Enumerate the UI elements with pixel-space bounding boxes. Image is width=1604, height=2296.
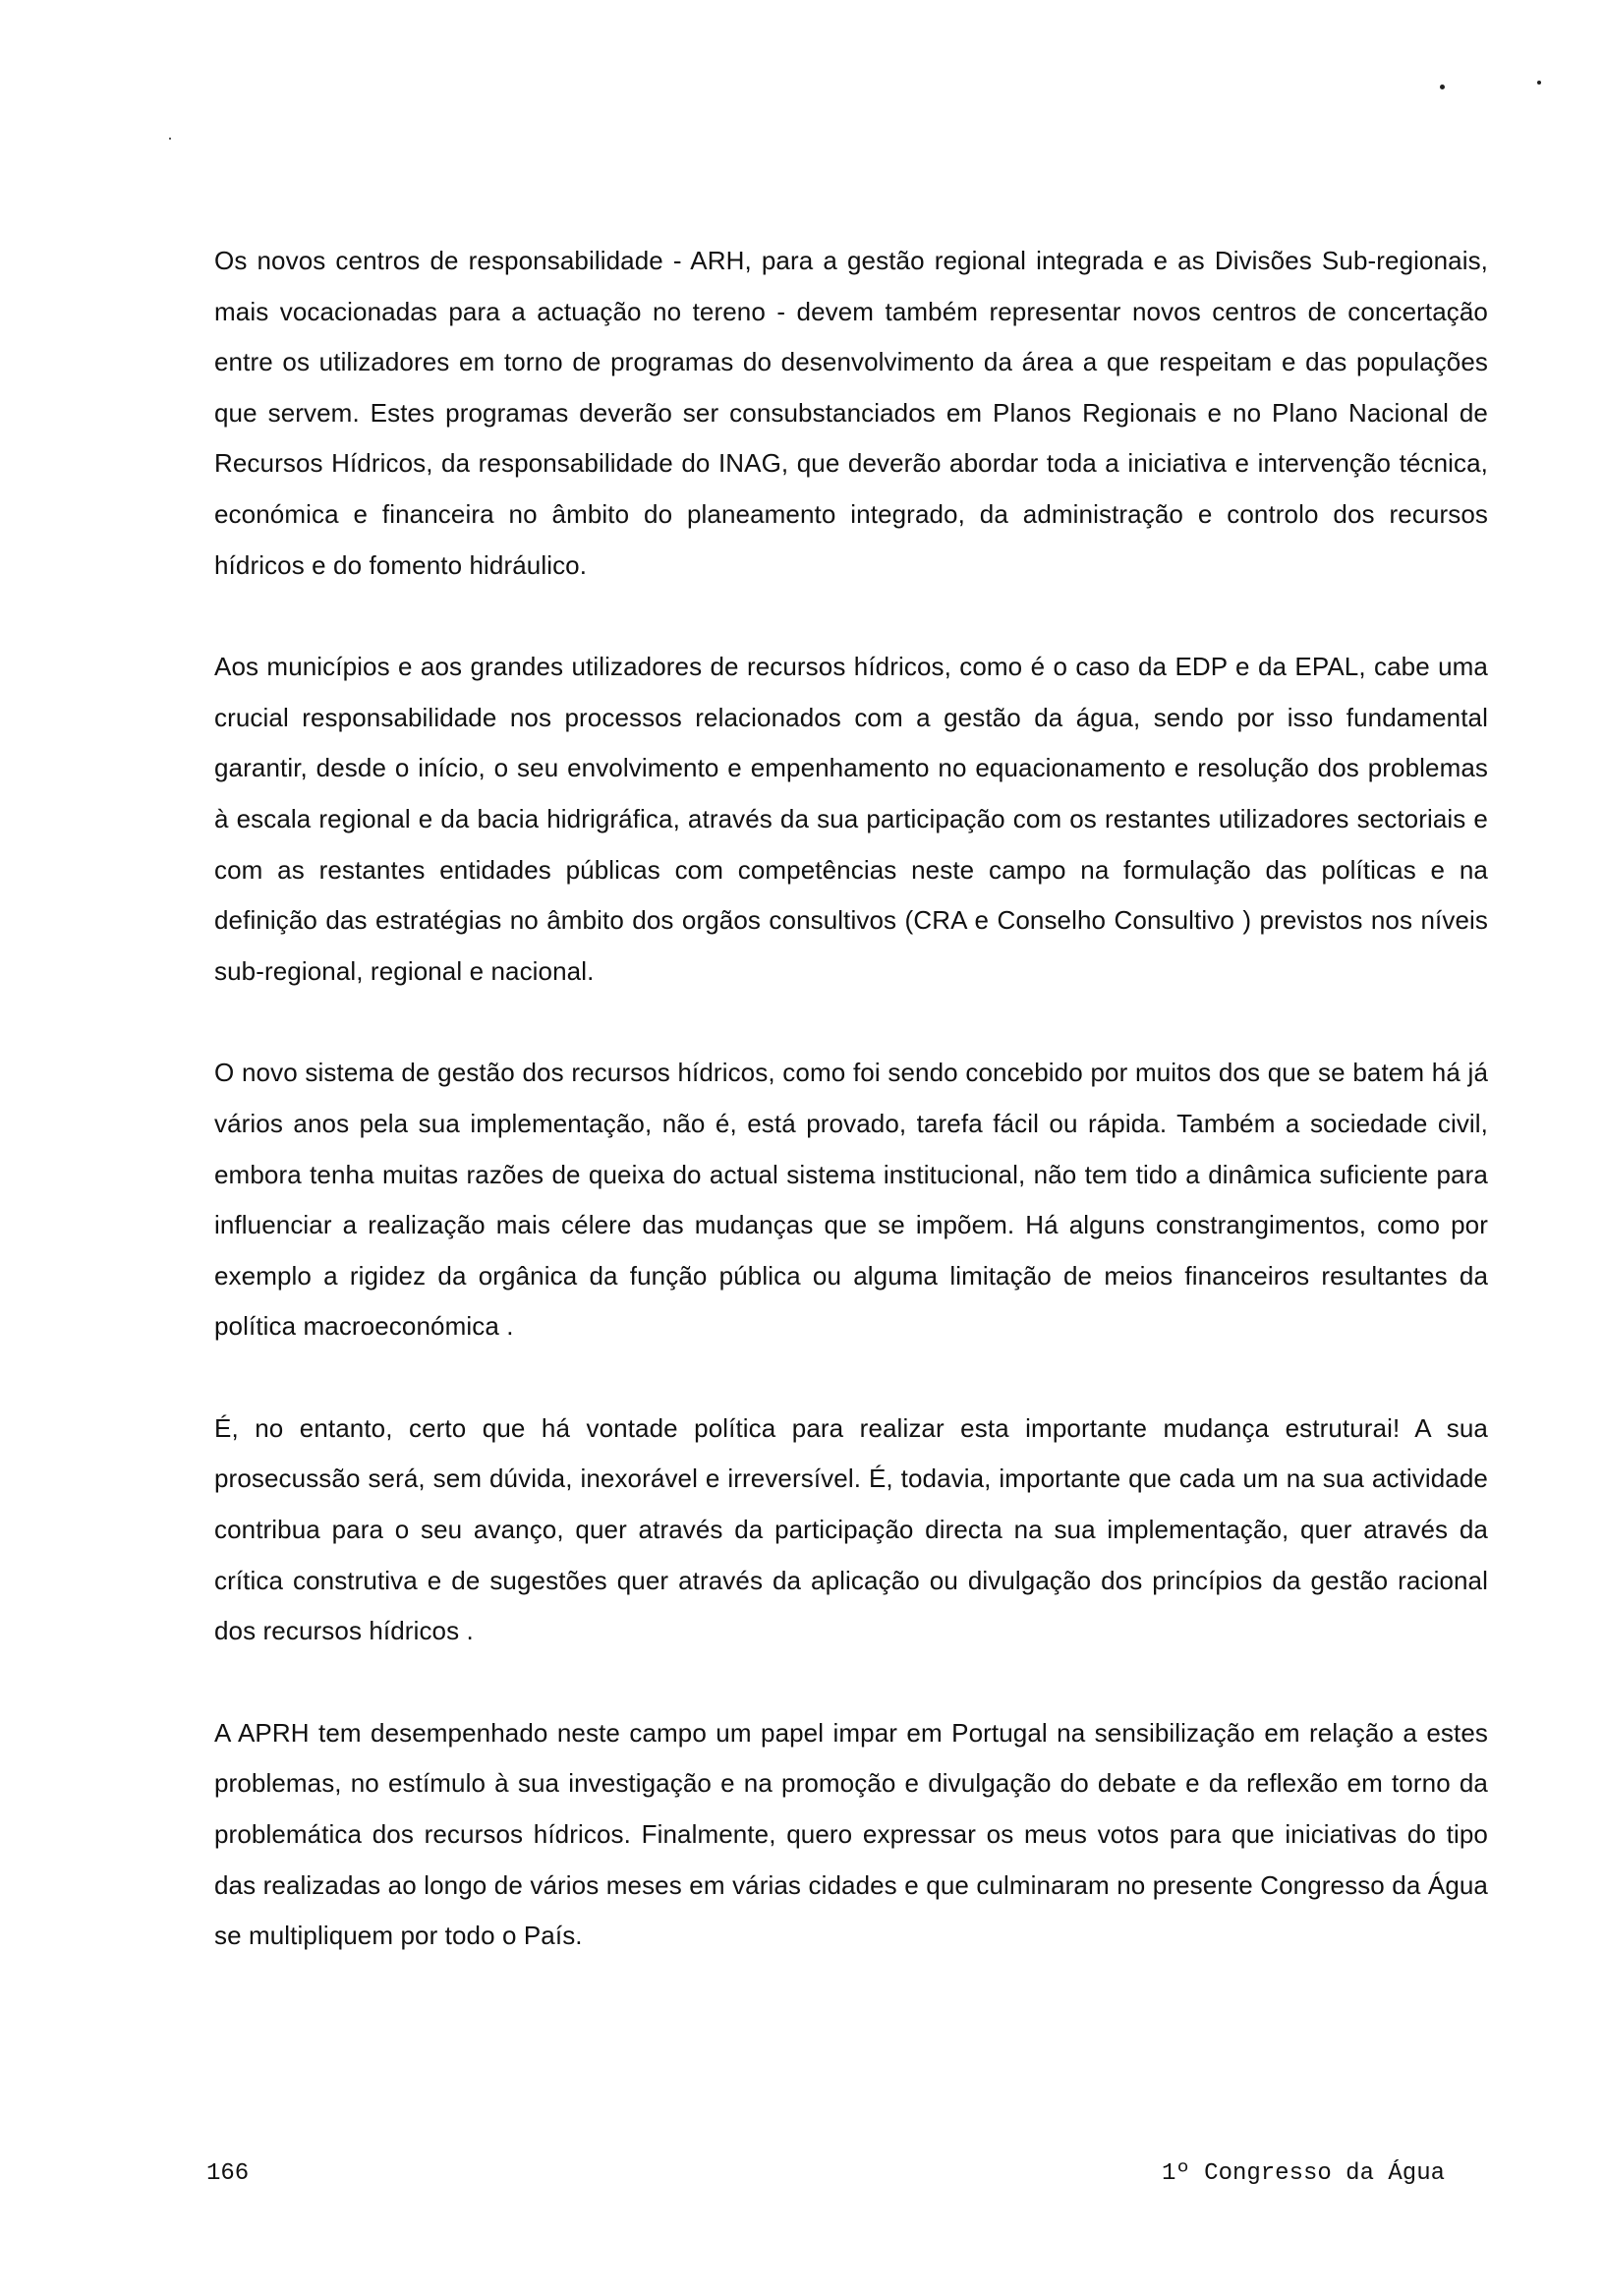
body-text (214, 236, 1488, 1962)
scan-speck (1537, 81, 1541, 85)
paragraph-3: O novo sistema de gestão dos recursos hídricos, como foi sendo concebido por muitos dos que se batem há já vários anos pela sua implementação, não é, está provado, tarefa fácil ou rápida. Também a sociedade civil, embora tenha muitas razões de queixa do actual sistema institucional, não tem tido a dinâmica suficiente para influenciar a realização mais célere das mudanças que se impõem. Há alguns constrangimentos, como por exemplo a rigidez da orgânica da função pública ou alguma limitação de meios financeiros resultantes da política macroeconómica . (214, 1058, 1488, 1342)
paragraph-5: A APRH tem desempenhado neste campo um papel impar em Portugal na sensibilização em relação a estes problemas, no estímulo à sua investigação e na promoção e divulgação do debate e da reflexão em torno da problemática dos recursos hídricos. Finalmente, quero expressar os meus votos para que iniciativas do tipo das realizadas ao longo de vários meses em várias cidades e que culminaram no presente Congresso da Água se multipliquem por todo o País. (214, 1717, 1488, 1951)
paragraph-2: Aos municípios e aos grandes utilizadores de recursos hídricos, como é o caso da EDP e da EPAL, cabe uma crucial responsabilidade nos processos relacionados com a gestão da água, sendo por isso fundamental garantir, desde o início, o seu envolvimento e empenhamento no equacionamento e resolução dos problemas à escala regional e da bacia hidrigráfica, através da sua participação com os restantes utilizadores sectoriais e com as restantes entidades públicas com competências neste campo na formulação das políticas e na definição das estratégias no âmbito dos orgãos consultivos (CRA e Conselho Consultivo ) previstos nos níveis sub-regional, regional e nacional. (214, 652, 1488, 986)
page-number: 166 (206, 2160, 250, 2187)
scan-speck (169, 138, 171, 140)
publication-title: 1º Congresso da Água (1161, 2160, 1445, 2187)
paragraph-4: É, no entanto, certo que há vontade política para realizar esta importante mudança estruturai! A sua prosecussão será, sem dúvida, inexorável e irreversível. É, todavia, importante que cada um na sua actividade contribua para o seu avanço, quer através da participação directa na sua implementação, quer através da crítica construtiva e de sugestões quer através da aplicação ou divulgação dos princípios da gestão racional dos recursos hídricos . (214, 1412, 1488, 1646)
scan-speck (1440, 85, 1445, 89)
paragraph-1: Os novos centros de responsabilidade - ARH, para a gestão regional integrada e as Divisões Sub-regionais, mais vocacionadas para a actuação no tereno - devem também representar novos centros de concertação entre os utilizadores em torno de programas do desenvolvimento da área a que respeitam e das populações que servem. Estes programas deverão ser consubstanciados em Planos Regionais e no Plano Nacional de Recursos Hídricos, da responsabilidade do INAG, que deverão abordar toda a iniciativa e intervenção técnica, económica e financeira no âmbito do planeamento integrado, da administração e controlo dos recursos hídricos e do fomento hidráulico. (214, 246, 1488, 580)
